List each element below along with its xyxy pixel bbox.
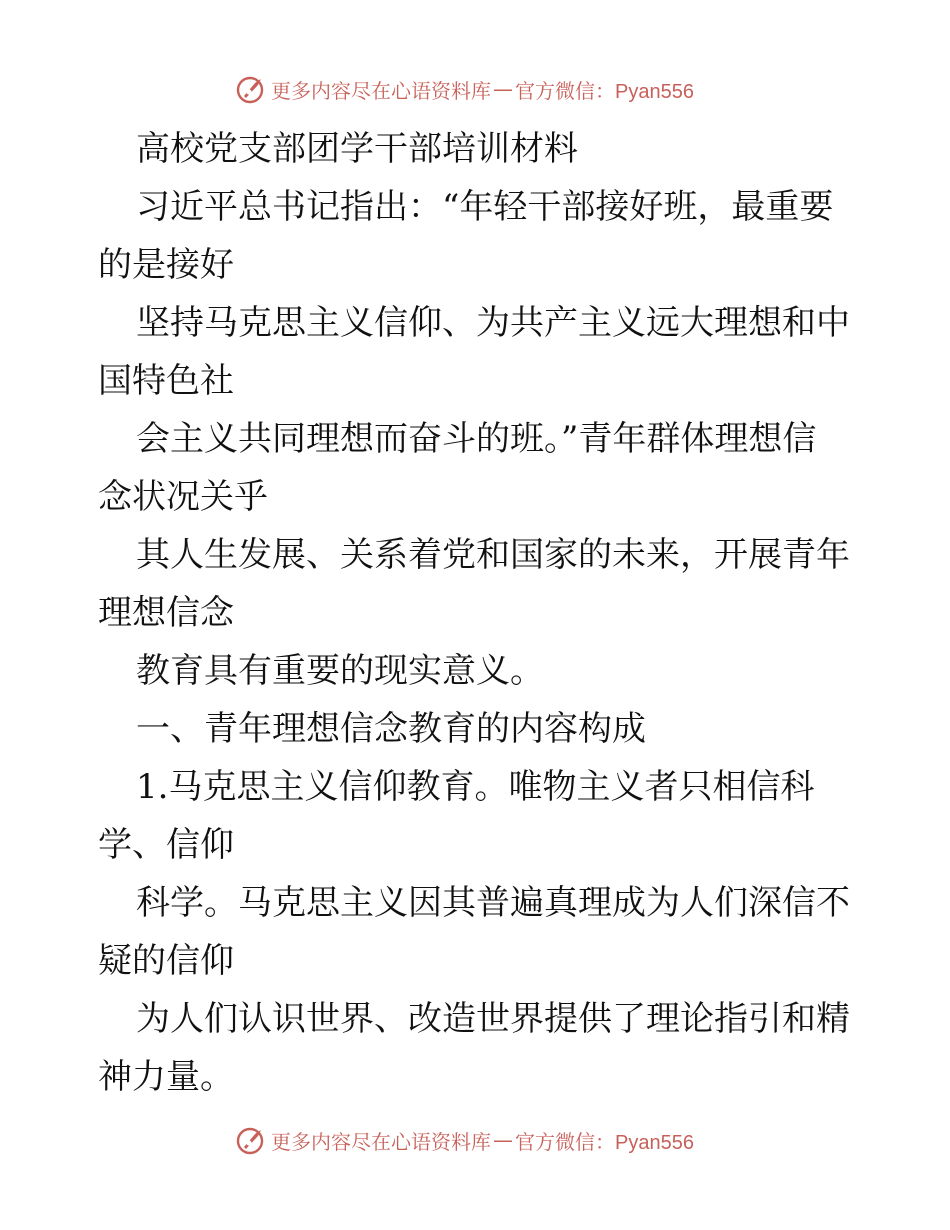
watermark-banner-top: [235, 72, 715, 106]
section-heading: 一、青年理想信念教育的内容构成: [136, 709, 646, 749]
document-title: 高校党支部团学干部培训材料: [136, 129, 578, 169]
watermark-site-text: 更多内容尽在心语资料库: [271, 78, 491, 103]
paragraph-line: 习近平总书记指出：“年轻干部接好班，最重要: [136, 187, 834, 227]
paragraph-line: 1.马克思主义信仰教育。唯物主义者只相信科: [136, 767, 815, 807]
paragraph-line: 的是接好: [98, 245, 234, 285]
pen-nib-logo-icon: [235, 1124, 267, 1156]
paragraph-line: 为人们认识世界、改造世界提供了理论指引和精: [136, 999, 850, 1039]
document-body: [98, 120, 868, 1106]
paragraph-line: 理想信念: [98, 593, 234, 633]
pen-nib-logo-icon: [235, 73, 267, 105]
paragraph-line: 疑的信仰: [98, 941, 234, 981]
paragraph-line: 会主义共同理想而奋斗的班。”青年群体理想信: [136, 419, 817, 459]
paragraph-line: 其人生发展、关系着党和国家的未来，开展青年: [136, 535, 850, 575]
paragraph-line: 念状况关乎: [98, 477, 268, 517]
watermark-wechat-text: 官方微信：Pyan556: [515, 80, 694, 103]
paragraph-line: 科学。马克思主义因其普遍真理成为人们深信不: [136, 883, 850, 923]
paragraph-line: 教育具有重要的现实意义。: [136, 651, 544, 691]
paragraph-line: 坚持马克思主义信仰、为共产主义远大理想和中: [136, 303, 850, 343]
watermark-wechat-text: 官方微信：Pyan556: [515, 1131, 694, 1154]
watermark-dash: —: [493, 77, 513, 101]
paragraph-line: 学、信仰: [98, 825, 234, 865]
watermark-banner-bottom: [235, 1123, 715, 1157]
paragraph-line: 国特色社: [98, 361, 234, 401]
watermark-dash: —: [493, 1128, 513, 1152]
watermark-site-text: 更多内容尽在心语资料库: [271, 1129, 491, 1154]
paragraph-line: 神力量。: [98, 1057, 234, 1097]
